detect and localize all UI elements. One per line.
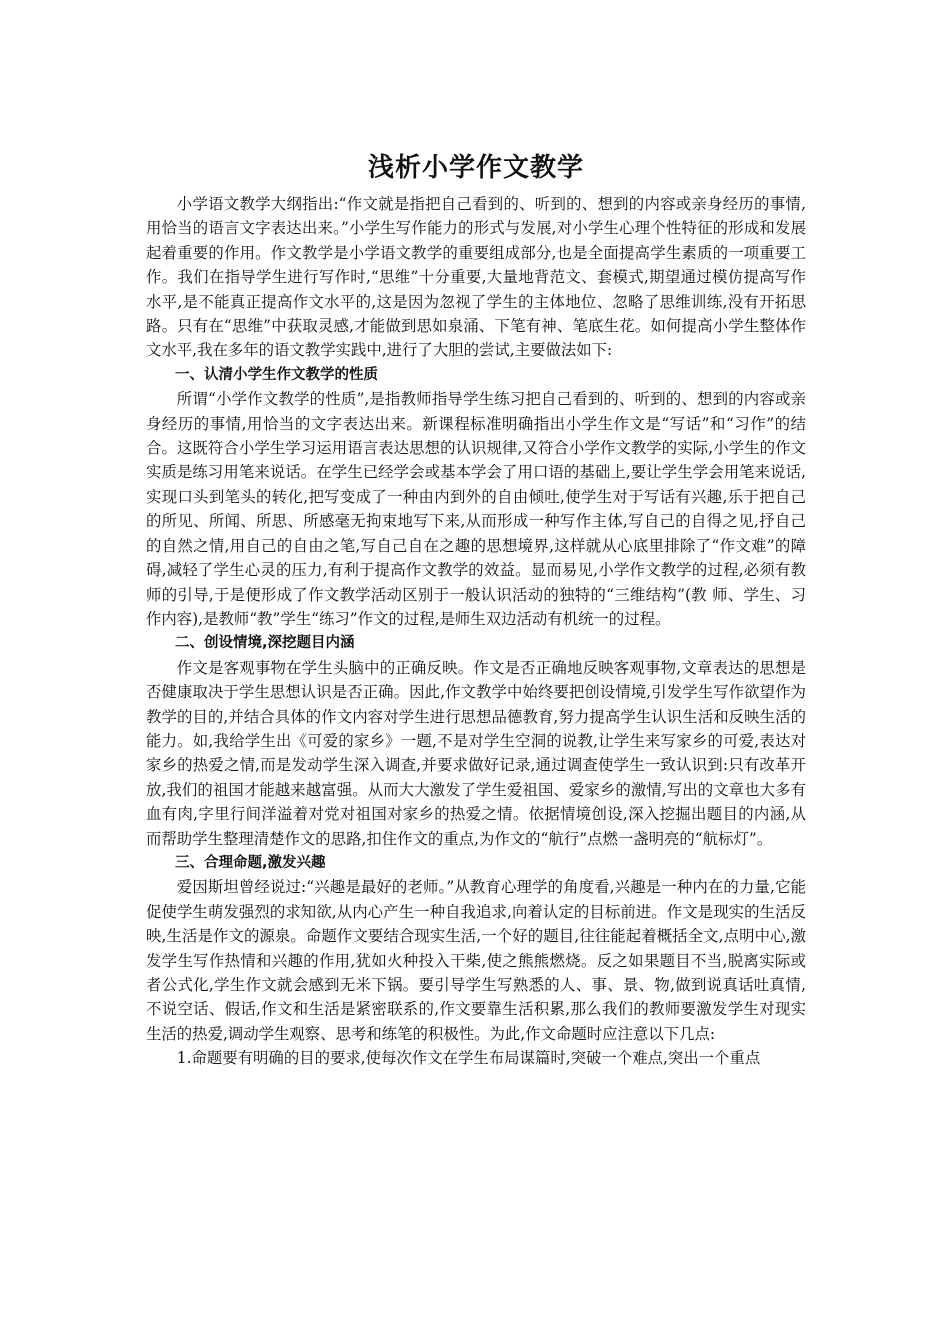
intro-paragraph: 小学语文教学大纲指出:“作文就是指把自己看到的、听到的、想到的内容或亲身经历的事情,用恰当的语言文字表达出来。”小学生写作能力的形式与发展,对小学生心理个性特征的形成和发展起着重要的作用。作文教学是小学语文教学的重要组成部分,也是全面提高学生素质的一项重要工作。我们在指导学生进行写作时,“思维”十分重要,大量地背范文、套模式,期望通过模仿提高写作水平,是不能真正提高作文水平的,这是因为忽视了学生的主体地位、忽略了思维训练,没有开拓思路。只有在“思维”中获取灵感,才能做到思如泉涌、下笔有神、笔底生花。如何提高小学生整体作文水平,我在多年的语文教学实践中,进行了大胆的尝试,主要做法如下: xyxy=(146,195,806,360)
section-2-paragraph: 作文是客观事物在学生头脑中的正确反映。作文是否正确地反映客观事物,文章表达的思想是否健康取决于学生思想认识是否正确。因此,作文教学中始终要把创设情境,引发学生写作欲望作为教学的目的,并结合具体的作文内容对学生进行思想品德教育,努力提高学生认识生活和反映生活的能力。如,我给学生出《可爱的家乡》一题,不是对学生空洞的说教,让学生来写家乡的可爱,表达对家乡的热爱之情,而是发动学生深入调查,并要求做好记录,通过调查使学生一致认识到:只有改革开放,我们的祖国才能越来越富强。从而大大激发了学生爱祖国、爱家乡的激情,写出的文章也大多有血有肉,字里行间洋溢着对党对祖国对家乡的热爱之情。依据情境创设,深入挖掘出题目的内涵,从而帮助学生整理清楚作文的思路,扣住作文的重点,为作文的“航行”点燃一盏明亮的“航标灯”。 xyxy=(146,658,806,848)
section-3-heading: 三、合理命题,激发兴趣 xyxy=(175,854,326,871)
section-1-heading: 一、认清小学生作文教学的性质 xyxy=(175,366,378,383)
page-title: 浅析小学作文教学 xyxy=(367,153,584,183)
section-3-paragraph: 爱因斯坦曾经说过:“兴趣是最好的老师。”从教育心理学的角度看,兴趣是一种内在的力量,它能促使学生萌发强烈的求知欲,从内心产生一种自我追求,向着认定的目标前进。作文是现实的生活反映,生活是作文的源泉。命题作文要结合现实生活,一个好的题目,往往能起着概括全文,点明中心,激发学生写作热情和兴趣的作用,犹如火种投入干柴,使之熊熊燃烧。反之如果题目不当,脱离实际或者公式化,学生作文就会感到无米下锅。要引导学生写熟悉的人、事、景、物,做到说真话吐真情,不说空话、假话,作文和生活是紧密联系的,作文要靠生活积累,那么我们的教师要激发学生对现实生活的热爱,调动学生观察、思考和练笔的积极性。为此,作文命题时应注意以下几点: xyxy=(146,878,806,1043)
document-page xyxy=(146,150,806,1071)
section-1-paragraph: 所谓“小学作文教学的性质”,是指教师指导学生练习把自己看到的、听到的、想到的内容或亲身经历的事情,用恰当的文字表达出来。新课程标准明确指出小学生作文是“写话”和“习作”的结合。这既符合小学生学习运用语言表达思想的认识规律,又符合小学作文教学的实际,小学生的作文实质是练习用笔来说话。在学生已经学会或基本学会了用口语的基础上,要让学生学会用笔来说话,实现口头到笔头的转化,把写变成了一种由内到外的自由倾吐,使学生对于写话有兴趣,乐于把自己的所见、所闻、所思、所感毫无拘束地写下来,从而形成一种写作主体,写自己的自得之见,抒自己的自然之情,用自己的自由之笔,写自己自在之趣的思想境界,这样就从心底里排除了“作文难”的障碍,减轻了学生心灵的压力,有利于提高作文教学的效益。显而易见,小学作文教学的过程,必须有教师的引导,于是便形成了作文教学活动区别于一般认识活动的独特的“三维结构”(教 师、学生、习作内容),是教师“教”学生“练习”作文的过程,是师生双边活动有机统一的过程。 xyxy=(146,390,806,628)
point-1-paragraph: 1.命题要有明确的目的要求,使每次作文在学生布局谋篇时,突破一个难点,突出一个重点 xyxy=(176,1049,761,1068)
section-2-heading: 二、创设情境,深挖题目内涵 xyxy=(175,635,355,652)
